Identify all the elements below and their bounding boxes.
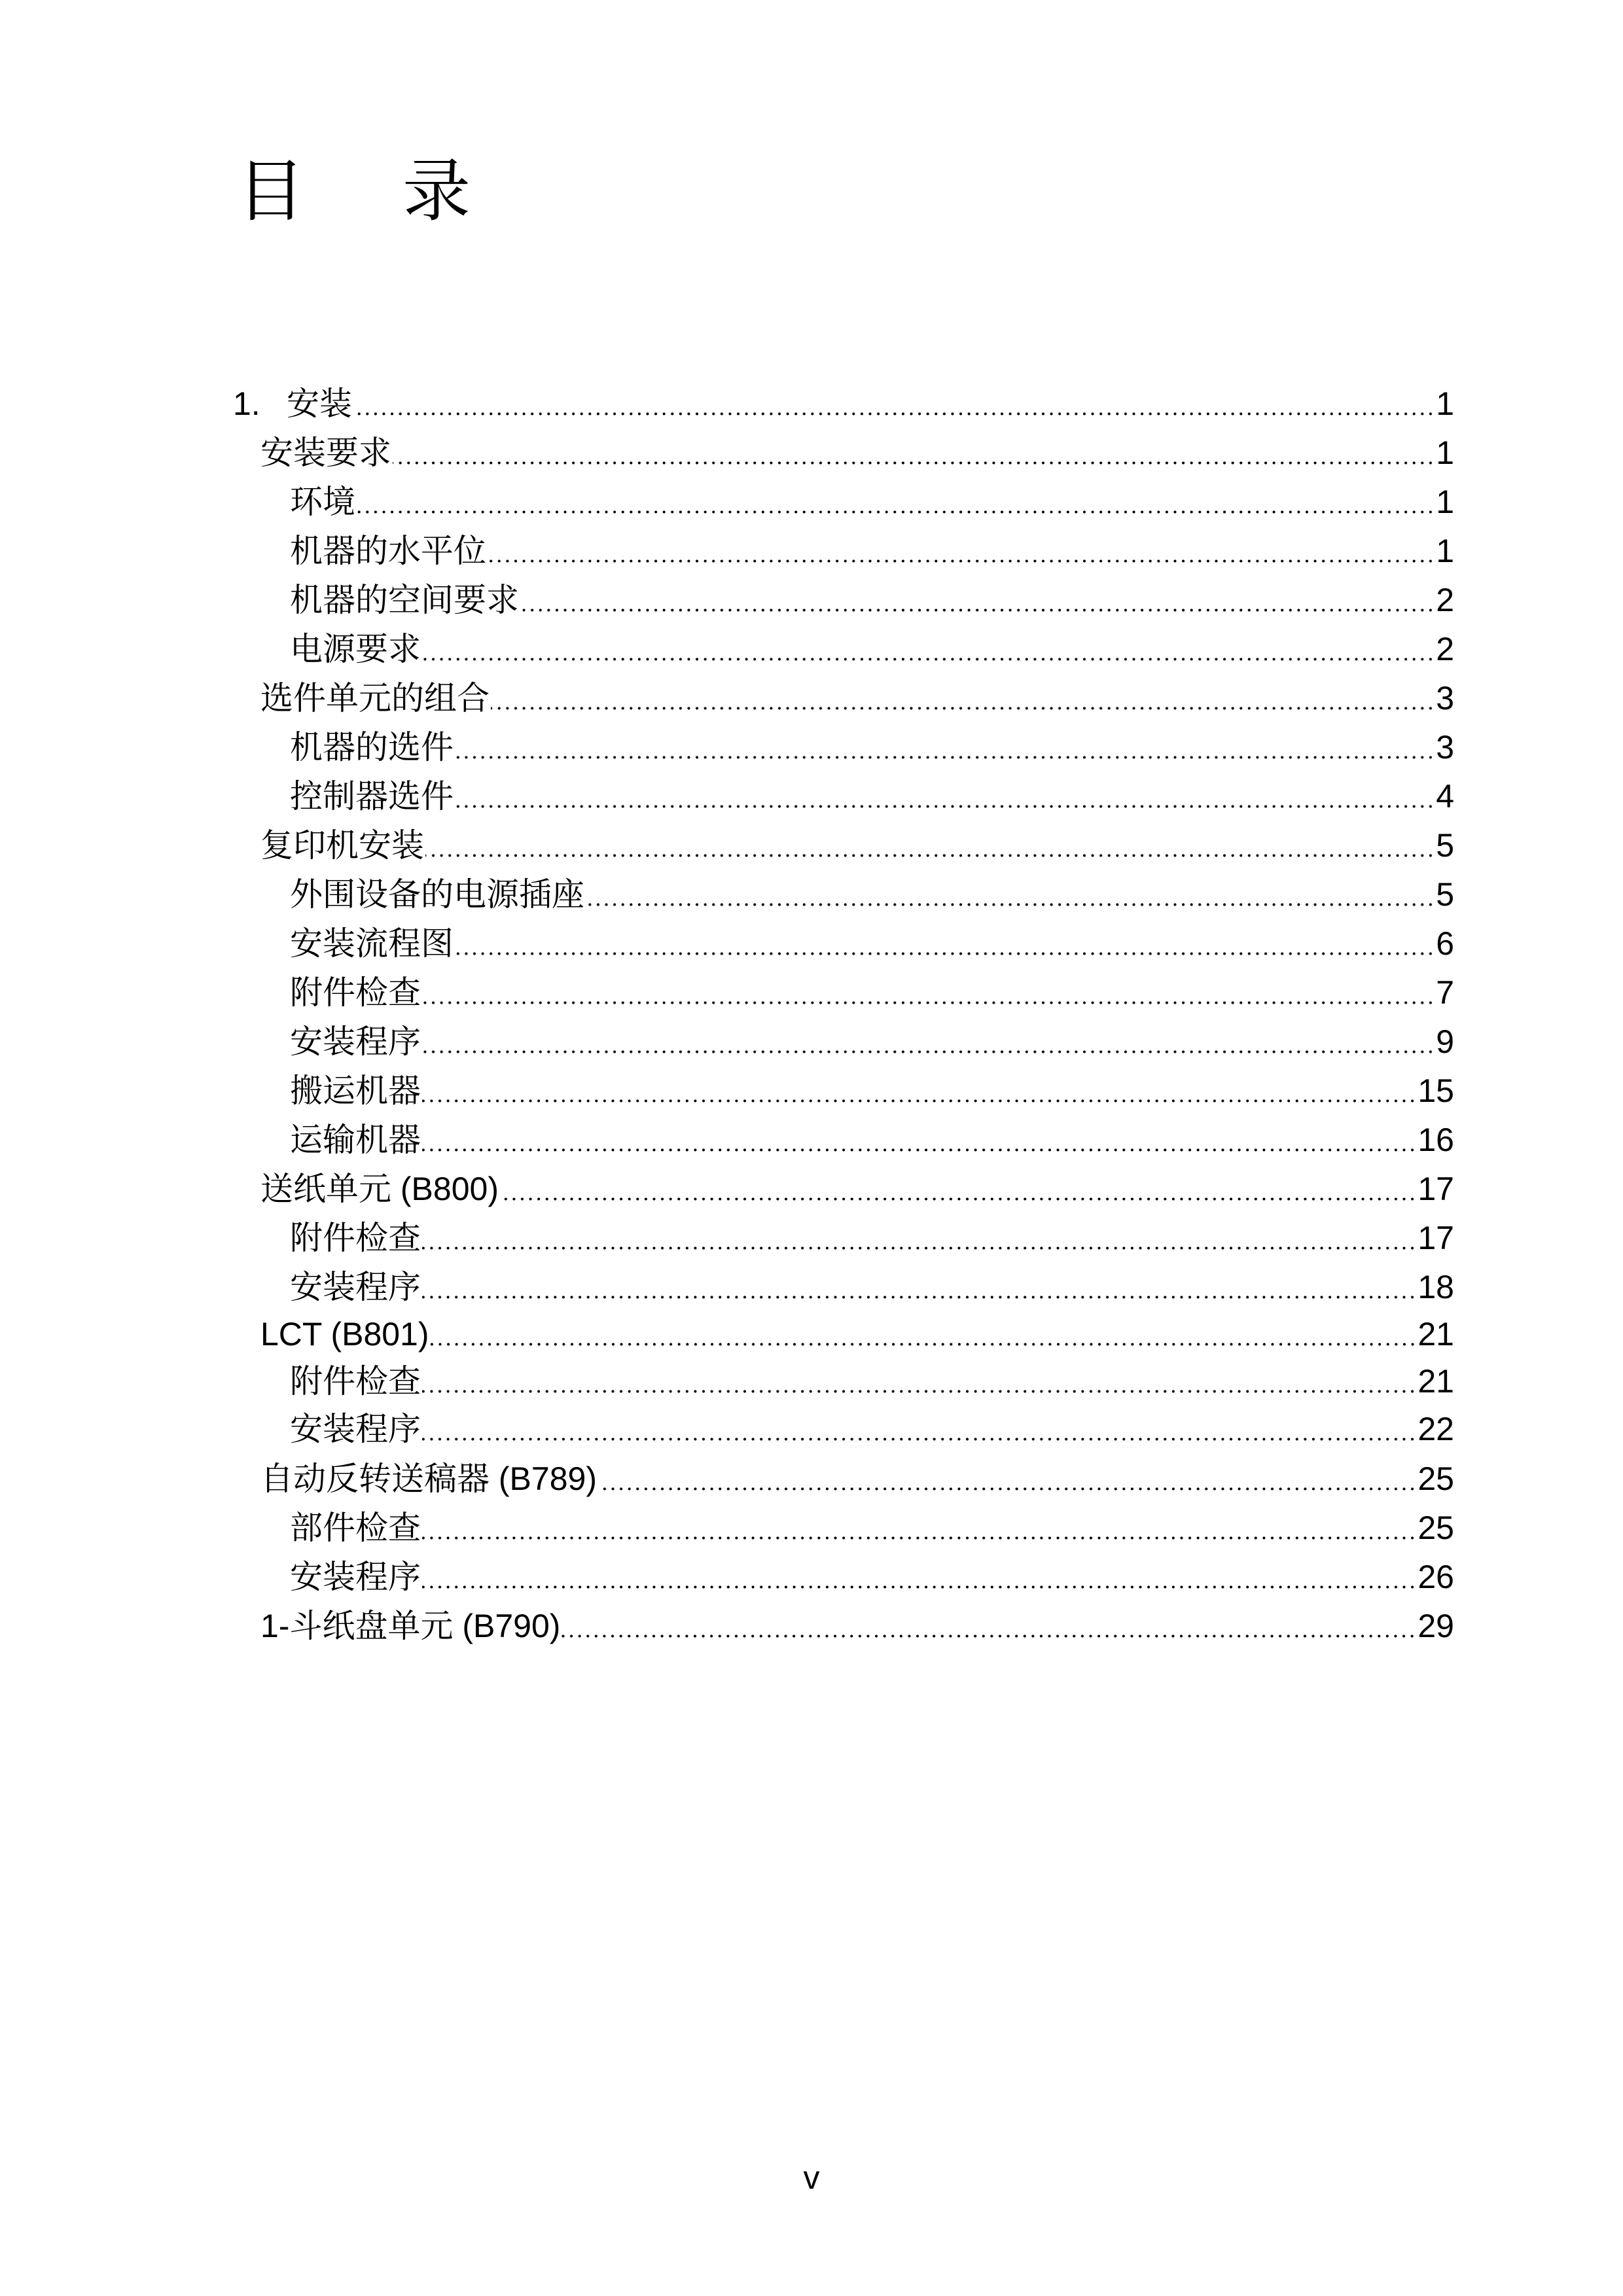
toc-entry-page: 6 bbox=[1436, 925, 1454, 962]
toc-entry[interactable] bbox=[290, 478, 1454, 527]
dot-leader bbox=[491, 674, 1435, 723]
toc-entry[interactable] bbox=[233, 380, 1454, 429]
toc-entry[interactable] bbox=[290, 1214, 1454, 1263]
toc-entry-label: 机器的空间要求 bbox=[290, 582, 519, 618]
dot-leader bbox=[422, 1017, 1435, 1067]
dot-leader bbox=[455, 919, 1435, 968]
toc-entry-page: 9 bbox=[1436, 1023, 1454, 1060]
toc-entry-page: 1 bbox=[1436, 434, 1454, 471]
toc-entry[interactable] bbox=[290, 527, 1454, 576]
toc-entry-page: 22 bbox=[1418, 1411, 1454, 1447]
toc-entry-label: 送纸单元 (B800) bbox=[260, 1171, 499, 1207]
toc-entry[interactable] bbox=[260, 429, 1454, 478]
toc-entry[interactable] bbox=[260, 1165, 1454, 1214]
toc-entry-page: 17 bbox=[1418, 1220, 1454, 1256]
dot-leader bbox=[422, 1504, 1416, 1553]
dot-leader bbox=[422, 1263, 1416, 1312]
toc-entry[interactable] bbox=[290, 625, 1454, 674]
toc-entry-label: 运输机器 bbox=[290, 1122, 421, 1158]
toc-entry-label: 控制器选件 bbox=[290, 778, 454, 815]
toc-entry[interactable] bbox=[260, 821, 1454, 870]
toc-entry[interactable] bbox=[290, 968, 1454, 1017]
dot-leader bbox=[422, 1553, 1416, 1602]
toc-entry-label: 1-斗纸盘单元 (B790) bbox=[260, 1608, 561, 1644]
toc-entry[interactable] bbox=[290, 1504, 1454, 1553]
toc-entry-label: 部件检查 bbox=[290, 1510, 421, 1546]
toc-entry[interactable] bbox=[290, 1067, 1454, 1116]
toc-entry[interactable] bbox=[290, 1357, 1454, 1406]
toc-entry-page: 2 bbox=[1436, 631, 1454, 667]
toc-entry-page: 15 bbox=[1418, 1072, 1454, 1109]
toc-entry-page: 5 bbox=[1436, 876, 1454, 913]
toc-entry[interactable] bbox=[290, 723, 1454, 772]
dot-leader bbox=[393, 429, 1435, 478]
toc-entry-label: 自动反转送稿器 (B789) bbox=[260, 1460, 597, 1497]
toc-entry-page: 4 bbox=[1436, 778, 1454, 815]
toc-entry[interactable] bbox=[290, 576, 1454, 625]
dot-leader bbox=[598, 1455, 1416, 1504]
toc-entry-page: 18 bbox=[1418, 1269, 1454, 1305]
toc-entry-page: 1 bbox=[1436, 533, 1454, 569]
toc-entry-label: 安装程序 bbox=[290, 1559, 421, 1595]
toc-entry-page: 16 bbox=[1418, 1122, 1454, 1158]
toc-entry-label: 选件单元的组合 bbox=[260, 680, 490, 716]
toc-entry-page: 3 bbox=[1436, 680, 1454, 716]
toc-entry-page: 2 bbox=[1436, 582, 1454, 618]
toc-entry-label: LCT (B801) bbox=[260, 1316, 429, 1352]
dot-leader bbox=[422, 968, 1435, 1017]
toc-entry[interactable] bbox=[290, 1116, 1454, 1165]
toc-entry-page: 1 bbox=[1436, 484, 1454, 520]
toc-entry-page: 17 bbox=[1418, 1171, 1454, 1207]
toc-entry[interactable] bbox=[290, 1017, 1454, 1067]
dot-leader bbox=[455, 723, 1435, 772]
toc-entry-label: 安装要求 bbox=[260, 434, 391, 471]
dot-leader bbox=[422, 1405, 1416, 1454]
toc-entry[interactable] bbox=[290, 1405, 1454, 1454]
toc-entry-label: 附件检查 bbox=[290, 1363, 421, 1400]
toc-entry-label: 安装程序 bbox=[290, 1269, 421, 1305]
toc-entry-label: 复印机安装 bbox=[260, 827, 424, 864]
dot-leader bbox=[422, 1116, 1416, 1165]
toc-entry-page: 5 bbox=[1436, 827, 1454, 864]
dot-leader bbox=[500, 1165, 1416, 1214]
toc-entry-page: 7 bbox=[1436, 974, 1454, 1011]
toc-entry-page: 3 bbox=[1436, 729, 1454, 766]
toc-entry-label: 附件检查 bbox=[290, 974, 421, 1011]
toc-entry[interactable] bbox=[260, 674, 1454, 723]
toc-entry-label: 附件检查 bbox=[290, 1220, 421, 1256]
toc-entry-label: 安装 bbox=[287, 385, 352, 422]
dot-leader bbox=[357, 478, 1435, 527]
toc-entry-page: 25 bbox=[1418, 1510, 1454, 1546]
dot-leader bbox=[422, 1067, 1416, 1116]
toc-entry-label: 安装程序 bbox=[290, 1411, 421, 1447]
toc-entry-page: 25 bbox=[1418, 1460, 1454, 1497]
toc-entry[interactable] bbox=[290, 870, 1454, 919]
dot-leader bbox=[425, 821, 1435, 870]
toc-entry[interactable] bbox=[260, 1310, 1454, 1359]
toc-entry-page: 21 bbox=[1418, 1363, 1454, 1400]
dot-leader bbox=[586, 870, 1435, 919]
toc-entry-label: 安装流程图 bbox=[290, 925, 454, 962]
toc-entry[interactable] bbox=[290, 1263, 1454, 1312]
toc-entry-label: 搬运机器 bbox=[290, 1072, 421, 1109]
toc-entry-number: 1. bbox=[233, 385, 260, 422]
dot-leader bbox=[431, 1310, 1417, 1359]
toc-entry[interactable] bbox=[290, 919, 1454, 968]
toc-entry[interactable] bbox=[290, 772, 1454, 821]
dot-leader bbox=[353, 380, 1435, 429]
toc-entry-label: 机器的选件 bbox=[290, 729, 454, 766]
toc-entry-page: 21 bbox=[1418, 1316, 1454, 1352]
toc-entry[interactable] bbox=[290, 1553, 1454, 1602]
toc-entry[interactable] bbox=[260, 1455, 1454, 1504]
dot-leader bbox=[455, 772, 1435, 821]
dot-leader bbox=[422, 1357, 1416, 1406]
toc-entry[interactable] bbox=[260, 1602, 1454, 1651]
page-title: 目 录 bbox=[237, 151, 509, 231]
toc-entry-label: 外围设备的电源插座 bbox=[290, 876, 584, 913]
page-number: v bbox=[803, 2159, 820, 2196]
dot-leader bbox=[422, 625, 1435, 674]
toc-entry-page: 1 bbox=[1436, 385, 1454, 422]
toc-entry-page: 26 bbox=[1418, 1559, 1454, 1595]
dot-leader bbox=[488, 527, 1435, 576]
toc-entry-label: 机器的水平位 bbox=[290, 533, 486, 569]
toc-entry-page: 29 bbox=[1418, 1608, 1454, 1644]
dot-leader bbox=[562, 1602, 1416, 1651]
dot-leader bbox=[520, 576, 1435, 625]
toc-entry-label: 电源要求 bbox=[290, 631, 421, 667]
toc-entry-label: 安装程序 bbox=[290, 1023, 421, 1060]
toc-entry-label: 环境 bbox=[290, 484, 355, 520]
dot-leader bbox=[422, 1214, 1416, 1263]
